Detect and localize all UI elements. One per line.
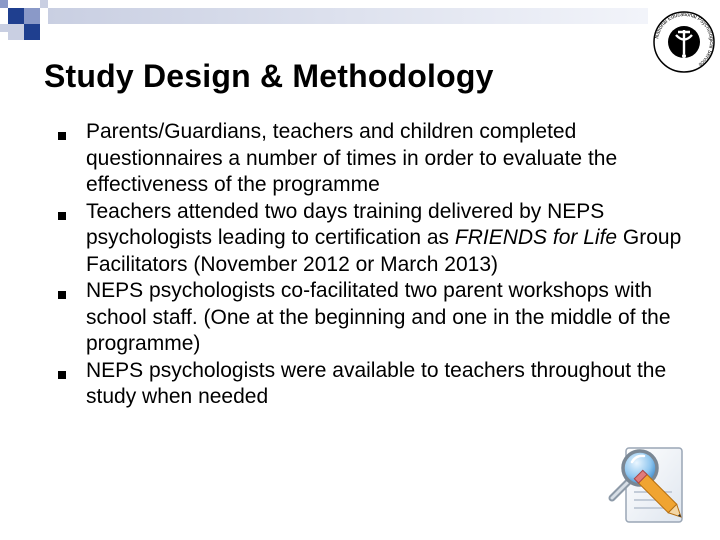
bullet-text: [86, 278, 686, 358]
bullet-item: [0, 199, 686, 279]
bullet-item: [0, 358, 686, 411]
bullet-list: [0, 119, 686, 411]
neps-logo: [652, 10, 716, 74]
bullet-item: [0, 119, 686, 199]
bullet-square-icon: [58, 212, 66, 220]
bullet-text-segment: Parents/Guardians, teachers and children completed questionnaires a number of times in order to evaluate the effectiveness of the programme: [86, 120, 618, 196]
slide-title: Study Design & Methodology: [44, 58, 494, 94]
corner-squares-decoration: [0, 0, 720, 60]
bullet-text-segment: Teachers attended two days training delivered by NEPS psychologists leading to certification as: [86, 199, 605, 249]
bullet-text-segment: NEPS psychologists co-facilitated two parent workshops with school staff. (One at the beginning and one in the middle of the programme): [86, 279, 671, 355]
magnifier-document-icon: [606, 442, 688, 526]
bullet-square-icon: [58, 371, 66, 379]
bullet-text: [86, 119, 686, 199]
bullet-square-icon: [58, 132, 66, 140]
bullet-item: [0, 278, 686, 358]
bullet-square-icon: [58, 291, 66, 299]
bullet-text-segment: NEPS psychologists were available to teachers throughout the study when needed: [86, 358, 667, 408]
neps-logo-icon: [652, 10, 716, 74]
bullet-text: [86, 199, 686, 279]
bullet-text-italic: FRIENDS for Life: [454, 226, 618, 249]
logo-text: National Educational Psychological Service: [654, 11, 715, 68]
bullet-text: [86, 358, 686, 411]
bullet-text-segment: Group Facilitators (November 2012 or March 2013): [86, 226, 682, 276]
